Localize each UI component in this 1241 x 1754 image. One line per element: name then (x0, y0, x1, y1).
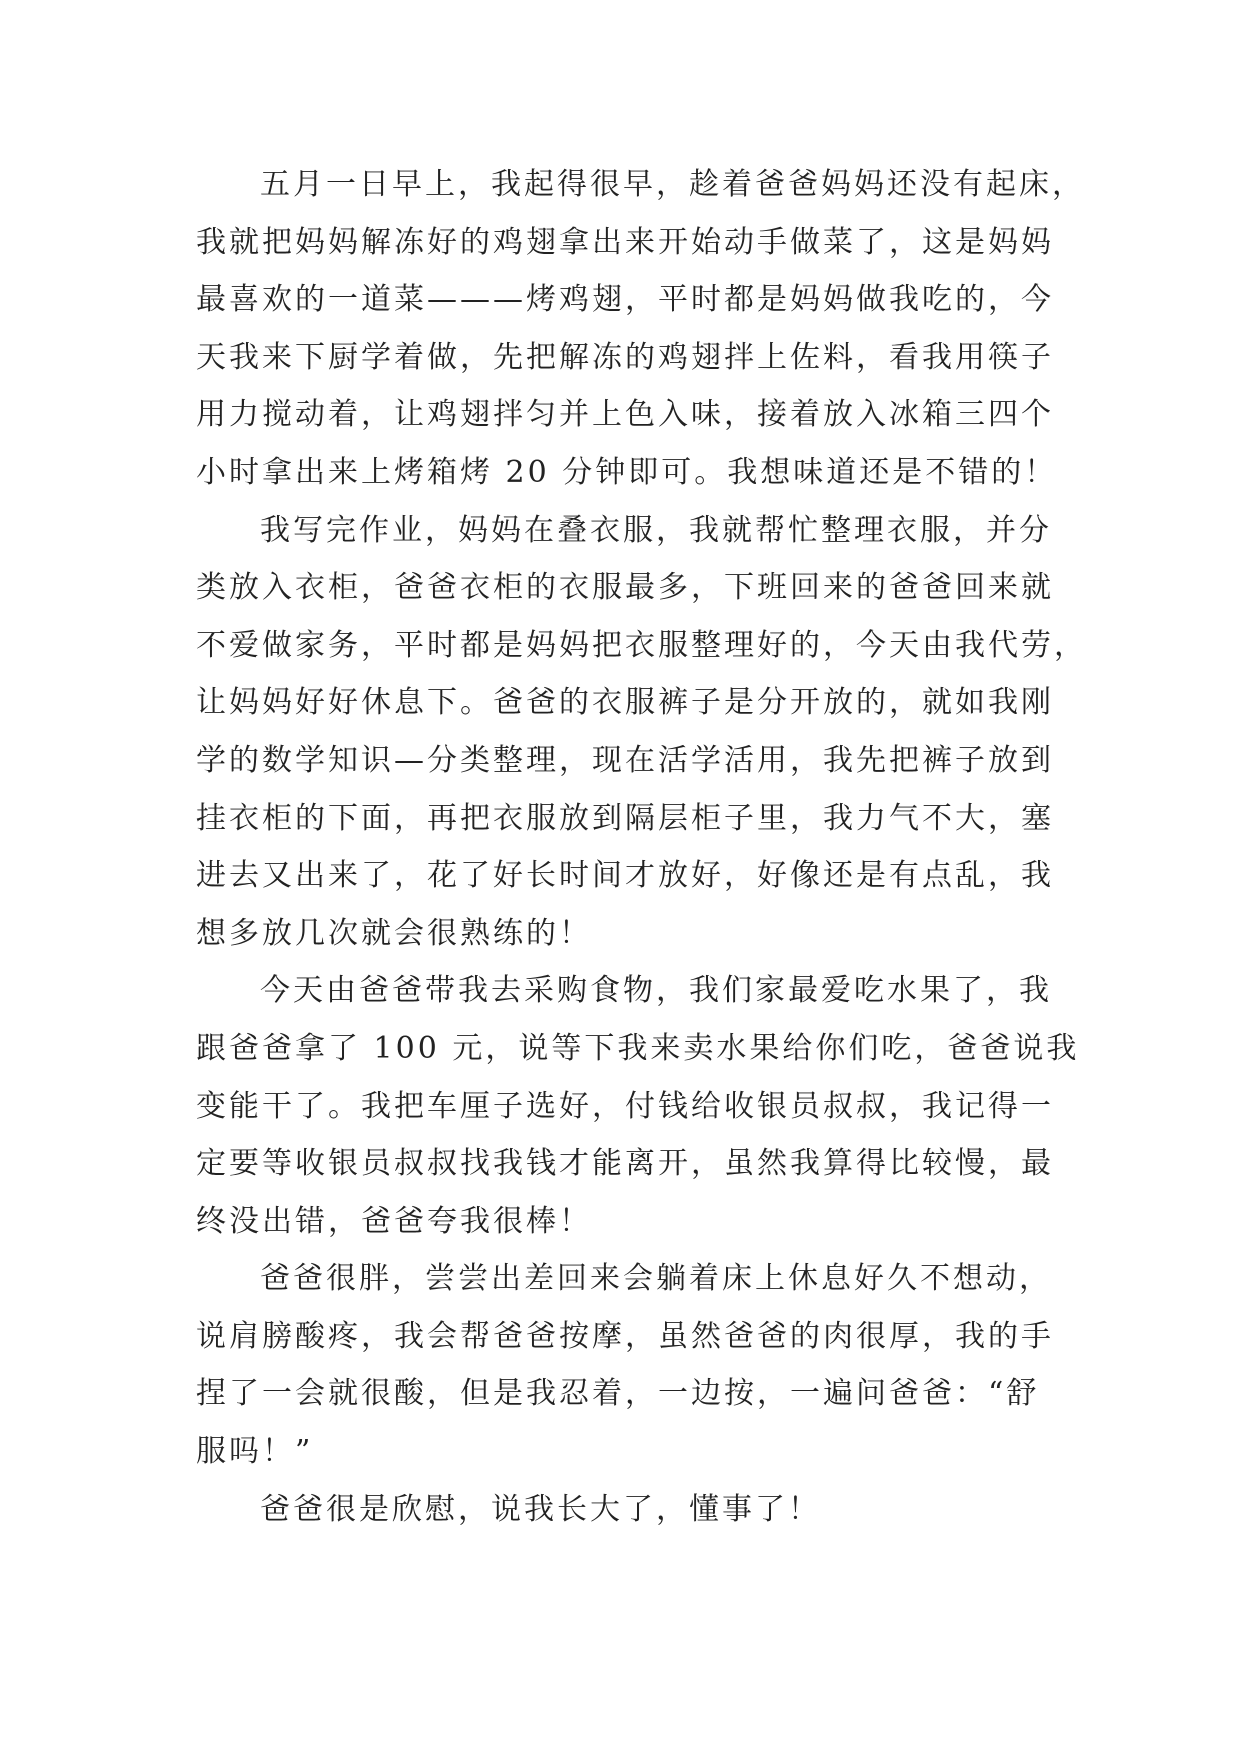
paragraph-clothes (196, 502, 1087, 963)
paragraph-massage (196, 1250, 1058, 1480)
paragraph-line: 挂衣柜的下面，再把衣服放到隔层柜子里，我力气不大，塞 (196, 800, 1054, 836)
paragraph-line: 终没出错，爸爸夸我很棒！ (196, 1203, 592, 1239)
paragraph-line: 我写完作业，妈妈在叠衣服，我就帮忙整理衣服，并分 (260, 512, 1052, 548)
paragraph-line: 用力搅动着，让鸡翅拌匀并上色入味，接着放入冰箱三四个 (196, 397, 1054, 433)
paragraph-line: 跟爸爸拿了 100 元，说等下我来卖水果给你们吃，爸爸说我 (196, 1030, 1080, 1066)
paragraph-shopping (196, 962, 1080, 1250)
paragraph-cooking (196, 156, 1085, 502)
paragraph-line: 类放入衣柜，爸爸衣柜的衣服最多，下班回来的爸爸回来就 (196, 570, 1054, 606)
paragraph-line: 说肩膀酸疼，我会帮爸爸按摩，虽然爸爸的肉很厚，我的手 (196, 1318, 1054, 1354)
paragraph-line: 五月一日早上，我起得很早，趁着爸爸妈妈还没有起床， (260, 167, 1085, 202)
paragraph-line: 最喜欢的一道菜———烤鸡翅，平时都是妈妈做我吃的，今 (196, 282, 1054, 318)
paragraph-line: 小时拿出来上烤箱烤 20 分钟即可。我想味道还是不错的！ (196, 454, 1058, 490)
paragraph-line: 今天由爸爸带我去采购食物，我们家最爱吃水果了，我 (260, 973, 1052, 1009)
paragraph-line: 让妈妈好好休息下。爸爸的衣服裤子是分开放的，就如我刚 (196, 685, 1054, 721)
paragraph-line: 服吗！” (196, 1434, 314, 1470)
paragraph-line: 爸爸很胖，尝尝出差回来会躺着床上休息好久不想动， (260, 1261, 1052, 1297)
paragraph-line: 不爱做家务，平时都是妈妈把衣服整理好的，今天由我代劳， (196, 627, 1087, 663)
paragraph-conclusion (196, 1481, 1058, 1539)
paragraph-line: 想多放几次就会很熟练的！ (196, 915, 592, 951)
paragraph-line: 学的数学知识—分类整理，现在活学活用，我先把裤子放到 (196, 742, 1054, 778)
paragraph-line: 变能干了。我把车厘子选好，付钱给收银员叔叔，我记得一 (196, 1088, 1054, 1124)
paragraph-line: 天我来下厨学着做，先把解冻的鸡翅拌上佐料，看我用筷子 (196, 339, 1054, 375)
paragraph-line: 定要等收银员叔叔找我钱才能离开，虽然我算得比较慢，最 (196, 1146, 1054, 1182)
paragraph-line: 爸爸很是欣慰，说我长大了，懂事了！ (260, 1491, 821, 1527)
paragraph-line: 捏了一会就很酸，但是我忍着，一边按，一遍问爸爸：“舒 (196, 1376, 1040, 1412)
paragraph-line: 进去又出来了，花了好长时间才放好，好像还是有点乱，我 (196, 858, 1054, 894)
document-body (196, 156, 1087, 1538)
paragraph-line: 我就把妈妈解冻好的鸡翅拿出来开始动手做菜了，这是妈妈 (196, 224, 1054, 260)
